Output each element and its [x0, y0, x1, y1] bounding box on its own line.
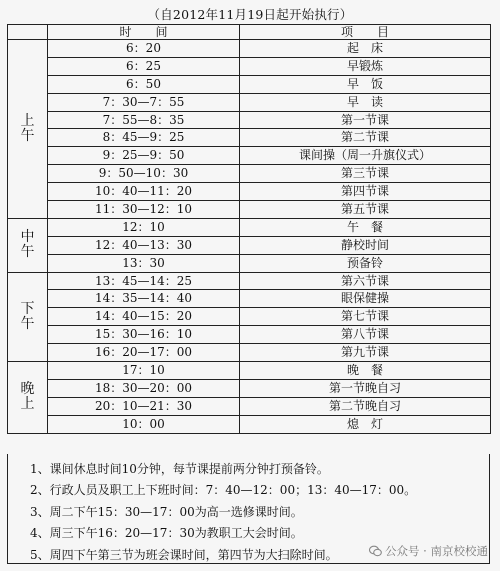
time-cell: 9：25—9：50	[48, 147, 240, 165]
table-row	[8, 57, 491, 75]
item-cell: 第五节课	[240, 201, 491, 219]
table-row	[8, 201, 491, 219]
time-cell: 10：40—11：20	[48, 183, 240, 201]
daily-schedule-table	[7, 24, 491, 434]
time-cell: 7：30—7：55	[48, 93, 240, 111]
item-cell: 静校时间	[240, 236, 491, 254]
watermark-text: 公众号 · 南京校校通	[385, 544, 488, 558]
effective-date-caption: （自2012年11月19日起开始执行）	[147, 7, 353, 22]
item-cell: 第八节课	[240, 326, 491, 344]
time-cell: 17：10	[48, 362, 240, 380]
table-row	[8, 272, 491, 290]
time-cell: 6：25	[48, 57, 240, 75]
time-cell: 10：00	[48, 415, 240, 433]
table-row	[8, 93, 491, 111]
time-cell: 12：40—13：30	[48, 236, 240, 254]
item-cell: 第二节课	[240, 129, 491, 147]
item-cell: 起 床	[240, 40, 491, 58]
table-row	[8, 290, 491, 308]
item-cell: 预备铃	[240, 254, 491, 272]
item-cell: 第四节课	[240, 183, 491, 201]
item-cell: 眼保健操	[240, 290, 491, 308]
time-cell: 11：30—12：10	[48, 201, 240, 219]
item-cell: 早锻炼	[240, 57, 491, 75]
time-cell: 6：50	[48, 75, 240, 93]
header-item: 项 目	[240, 25, 491, 40]
time-cell: 14：35—14：40	[48, 290, 240, 308]
time-cell: 14：40—15：20	[48, 308, 240, 326]
time-cell: 20：10—21：30	[48, 397, 240, 415]
table-row	[8, 183, 491, 201]
item-cell: 第一节晚自习	[240, 379, 491, 397]
table-row	[8, 254, 491, 272]
time-cell: 12：10	[48, 218, 240, 236]
item-cell: 第七节课	[240, 308, 491, 326]
table-row	[8, 397, 491, 415]
table-row	[8, 129, 491, 147]
item-cell: 第一节课	[240, 111, 491, 129]
header-time: 时 间	[48, 25, 240, 40]
item-cell: 第二节晚自习	[240, 397, 491, 415]
item-cell: 课间操（周一升旗仪式）	[240, 147, 491, 165]
note-item: 1、课间休息时间10分钟，每节课提前两分钟打预备铃。	[30, 462, 329, 476]
item-cell: 熄 灯	[240, 415, 491, 433]
item-cell: 第三节课	[240, 165, 491, 183]
time-cell: 18：30—20：00	[48, 379, 240, 397]
table-row	[8, 379, 491, 397]
table-row	[8, 326, 491, 344]
table-row	[8, 415, 491, 433]
time-cell: 7：55—8：35	[48, 111, 240, 129]
table-row	[8, 308, 491, 326]
period-label: 中 午	[8, 218, 48, 272]
table-row	[8, 362, 491, 380]
item-cell: 早 饭	[240, 75, 491, 93]
wechat-icon	[369, 545, 382, 560]
item-cell: 第九节课	[240, 344, 491, 362]
table-row	[8, 218, 491, 236]
period-label: 晚 上	[8, 362, 48, 434]
note-item: 5、周四下午第三节为班会课时间，第四节为大扫除时间。	[30, 548, 338, 562]
table-row	[8, 111, 491, 129]
time-cell: 13：30	[48, 254, 240, 272]
item-cell: 第六节课	[240, 272, 491, 290]
time-cell: 9：50—10：30	[48, 165, 240, 183]
item-cell: 早 读	[240, 93, 491, 111]
item-cell: 晚 餐	[240, 362, 491, 380]
note-item: 2、行政人员及职工上下班时间：7：40—12：00；13：40—17：00。	[30, 483, 417, 497]
table-row	[8, 147, 491, 165]
time-cell: 13：45—14：25	[48, 272, 240, 290]
table-row	[8, 236, 491, 254]
table-row	[8, 344, 491, 362]
table-row	[8, 75, 491, 93]
period-label: 下 午	[8, 272, 48, 361]
watermark	[369, 543, 488, 560]
time-cell: 8：45—9：25	[48, 129, 240, 147]
time-cell: 6：20	[48, 40, 240, 58]
note-item: 4、周三下午16：20—17：30为教职工大会时间。	[30, 526, 303, 540]
table-row	[8, 40, 491, 58]
time-cell: 16：20—17：00	[48, 344, 240, 362]
table-header-row	[8, 25, 491, 40]
time-cell: 15：30—16：10	[48, 326, 240, 344]
item-cell: 午 餐	[240, 218, 491, 236]
table-row	[8, 165, 491, 183]
period-label: 上 午	[8, 40, 48, 219]
note-item: 3、周二下午15：30—17：00为高一选修课时间。	[30, 505, 303, 519]
header-period-cell	[8, 25, 48, 40]
